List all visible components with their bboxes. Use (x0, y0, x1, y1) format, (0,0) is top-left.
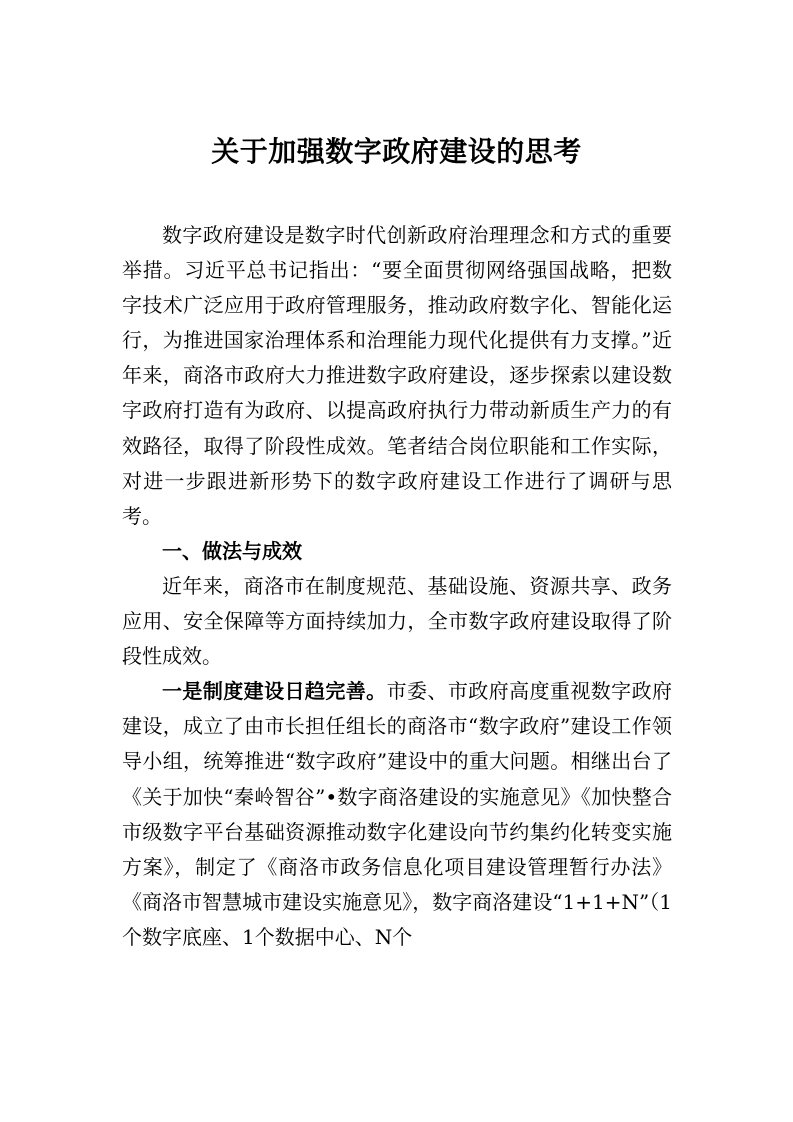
document-body (122, 218, 672, 955)
paragraph-lead: 一是制度建设日趋完善。 (162, 679, 387, 704)
document-title: 关于加强数字政府建设的思考 (211, 135, 582, 168)
paragraph-institution-text: 市委、市政府高度重视数字政府建设，成立了由市长担任组长的商洛市“数字政府”建设工作领导小组，统筹推进“数字政府”建设中的重大问题。相继出台了《关于加快“秦岭智谷”•数字商洛建设的实施意见》《加快整合市级数字平台基础资源推动数字化建设向节约集约化转变实施方案》，制定了《商洛市政务信息化项目建设管理暂行办法》《商洛市智慧城市建设实施意见》，数字商洛建设“1+1+N”（1个数字底座、1个数据中心、N个 (122, 679, 673, 949)
paragraph-overview: 近年来，商洛市在制度规范、基础设施、资源共享、政务应用、安全保障等方面持续加力，全市数字政府建设取得了阶段性成效。 (122, 573, 672, 669)
section-heading: 一、做法与成效 (162, 538, 302, 563)
paragraph-institution (122, 674, 672, 955)
paragraph-intro: 数字政府建设是数字时代创新政府治理理念和方式的重要举措。习近平总书记指出：“要全面贯彻网络强国战略，把数字技术广泛应用于政府管理服务，推动政府数字化、智能化运行，为推进国家治理体系和治理能力现代化提供有力支撑。”近年来，商洛市政府大力推进数字政府建设，逐步探索以建设数字政府打造有为政府、以提高政府执行力带动新质生产力的有效路径，取得了阶段性成效。笔者结合岗位职能和工作实际，对进一步跟进新形势下的数字政府建设工作进行了调研与思考。 (122, 223, 672, 528)
